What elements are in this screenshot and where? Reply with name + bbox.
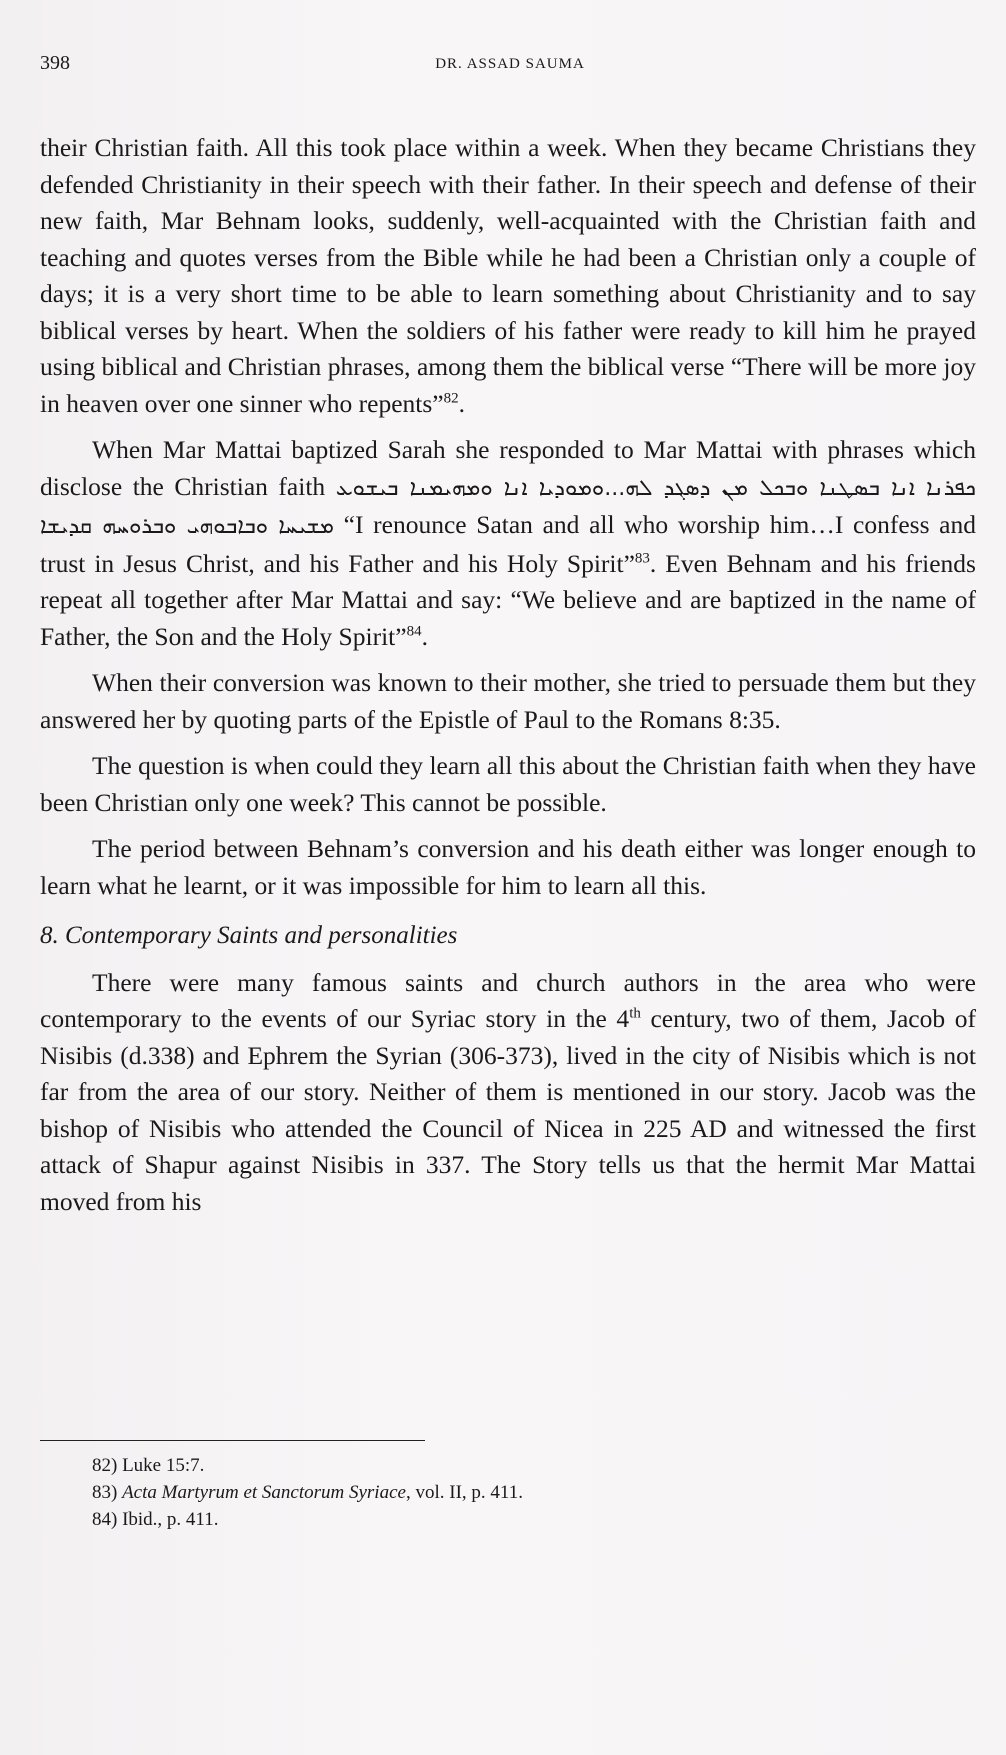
footnotes	[92, 1452, 952, 1533]
paragraph-2-text: When Mar Mattai baptized Sarah she responded to Mar Mattai with phrases which disclose the Christian faith	[40, 435, 976, 501]
body-text	[40, 130, 976, 1230]
running-head: DR. ASSAD SAUMA	[435, 56, 585, 72]
paragraph-4: The question is when could they learn all this about the Christian faith when they have been Christian only one week? This cannot be possible.	[40, 751, 976, 817]
footnote-83-number: 83)	[92, 1482, 123, 1503]
page-header	[40, 52, 980, 82]
footnote-83	[92, 1479, 952, 1506]
footnote-82: 82) Luke 15:7.	[92, 1455, 205, 1476]
footnote-ref-84: 84	[406, 623, 422, 639]
paragraph-2-continuation: . Even Behnam and his friends repeat all together after Mar Mattai and say: “We believe and are baptized in the name of Father, the Son and the Holy Spirit”	[40, 548, 976, 651]
page-number: 398	[40, 52, 70, 74]
paragraph-2-translation: “I renounce Satan and all who worship him…I confess and trust in Jesus Christ, and his Father and his Holy Spirit”	[40, 510, 976, 578]
footnote-divider	[40, 1440, 425, 1441]
paragraph-6-continuation: century, two of them, Jacob of Nisibis (d.338) and Ephrem the Syrian (306-373), lived in the city of Nisibis which is not far from the area of our story. Neither of them is mentioned in our story. Jacob was the bishop of Nisibis who attended the Council of Nicea in 225 AD and witnessed the first attack of Shapur against Nisibis in 337. The Story tells us that the hermit Mar Mattai moved from his	[40, 1004, 976, 1216]
paragraph-1-end: .	[458, 388, 465, 418]
syriac-quote: ܟܦܪܢܐ ܐܢܐ ܒܣܛܢܐ ܘܒܟܠ ܡܢ ܕܣܓܕ ܠܗ...ܘܡܘܕܝܐ ܐܢܐ ܘܡܗܝܡܢܐ ܒܝܫܘܥ ܡܫܝܚܐ ܘܒܐܒܘܗܝ ܘܒܪܘܚܗ ܩܕܝܫܐ	[40, 475, 976, 539]
paragraph-6-text: There were many famous saints and church authors in the area who were contemporary to the events of our Syriac story in the 4	[40, 967, 976, 1033]
footnote-ref-82: 82	[443, 390, 459, 406]
footnote-83-rest: , vol. II, p. 411.	[405, 1482, 523, 1503]
paragraph-1-text: their Christian faith. All this took place within a week. When they became Christians they defended Christianity in their speech with their father. In their speech and defense of their new faith, Mar Behnam looks, suddenly, well-acquainted with the Christian faith and teaching and quotes verses from the Bible while he had been a Christian only a couple of days; it is a very short time to be able to learn something about Christianity and to say biblical verses by heart. When the soldiers of his father were ready to kill him he prayed using biblical and Christian phrases, among them the biblical verse “There will be more joy in heaven over one sinner who repents”	[40, 133, 976, 418]
paragraph-1	[40, 130, 976, 422]
paragraph-6	[40, 965, 976, 1221]
paragraph-2-end: .	[421, 621, 428, 651]
section-heading: 8. Contemporary Saints and personalities	[40, 922, 458, 949]
paragraph-3: When their conversion was known to their mother, she tried to persuade them but they answered her by quoting parts of the Epistle of Paul to the Romans 8:35.	[40, 668, 976, 734]
footnote-83-title: Acta Martyrum et Sanctorum Syriace	[122, 1482, 406, 1503]
paragraph-5: The period between Behnam’s conversion and his death either was longer enough to learn what he learnt, or it was impossible for him to learn all this.	[40, 834, 976, 900]
paragraph-2	[40, 432, 976, 655]
footnote-84: 84) Ibid., p. 411.	[92, 1509, 219, 1530]
footnote-ref-83: 83	[634, 550, 650, 566]
ordinal-suffix: th	[629, 1005, 641, 1022]
